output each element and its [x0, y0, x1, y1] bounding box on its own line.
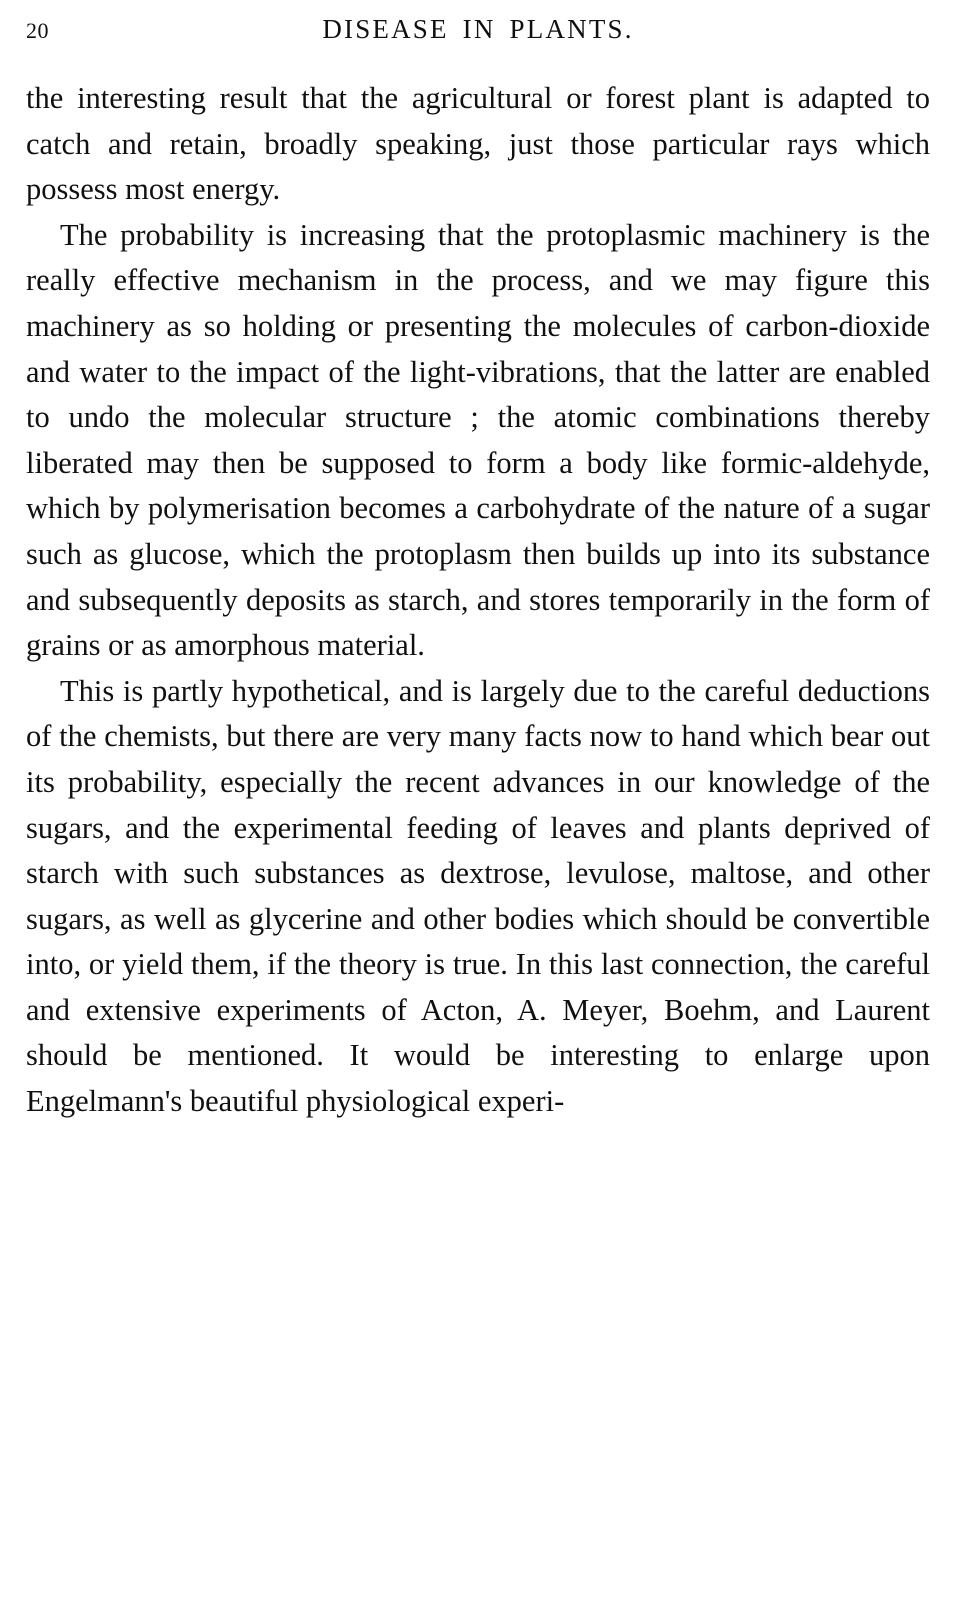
page-body — [26, 76, 930, 1125]
page-number: 20 — [26, 18, 49, 43]
paragraph: The probability is increasing that the protoplasmic machinery is the really effective mechanism in the process, and we may figure this machinery as so holding or presenting the molecules of carbon-dioxide and water to the impact of the light-vibrations, that the latter are enabled to undo the molecular structure ; the atomic combinations thereby liberated may then be supposed to form a body like formic-aldehyde, which by polymerisation becomes a carbohydrate of the nature of a sugar such as glucose, which the protoplasm then builds up into its substance and subsequently deposits as starch, and stores temporarily in the form of grains or as amorphous material. — [26, 217, 930, 663]
page-header — [24, 0, 932, 58]
paragraph: the interesting result that the agricultural or forest plant is adapted to catch and retain, broadly speaking, just those particular rays which possess most energy. — [26, 81, 930, 207]
paragraph: This is partly hypothetical, and is largely due to the careful deductions of the chemists, but there are very many facts now to hand which bear out its probability, especially the recent advances in our knowledge of the sugars, and the experimental feeding of leaves and plants deprived of starch with such substances as dextrose, levulose, maltose, and other sugars, as well as glycerine and other bodies which should be convertible into, or yield them, if the theory is true. In this last connection, the careful and extensive experiments of Acton, A. Meyer, Boehm, and Laurent should be mentioned. It would be interesting to enlarge upon Engelmann's beautiful physiological experi- — [26, 673, 930, 1119]
running-head: DISEASE IN PLANTS. — [322, 14, 634, 44]
